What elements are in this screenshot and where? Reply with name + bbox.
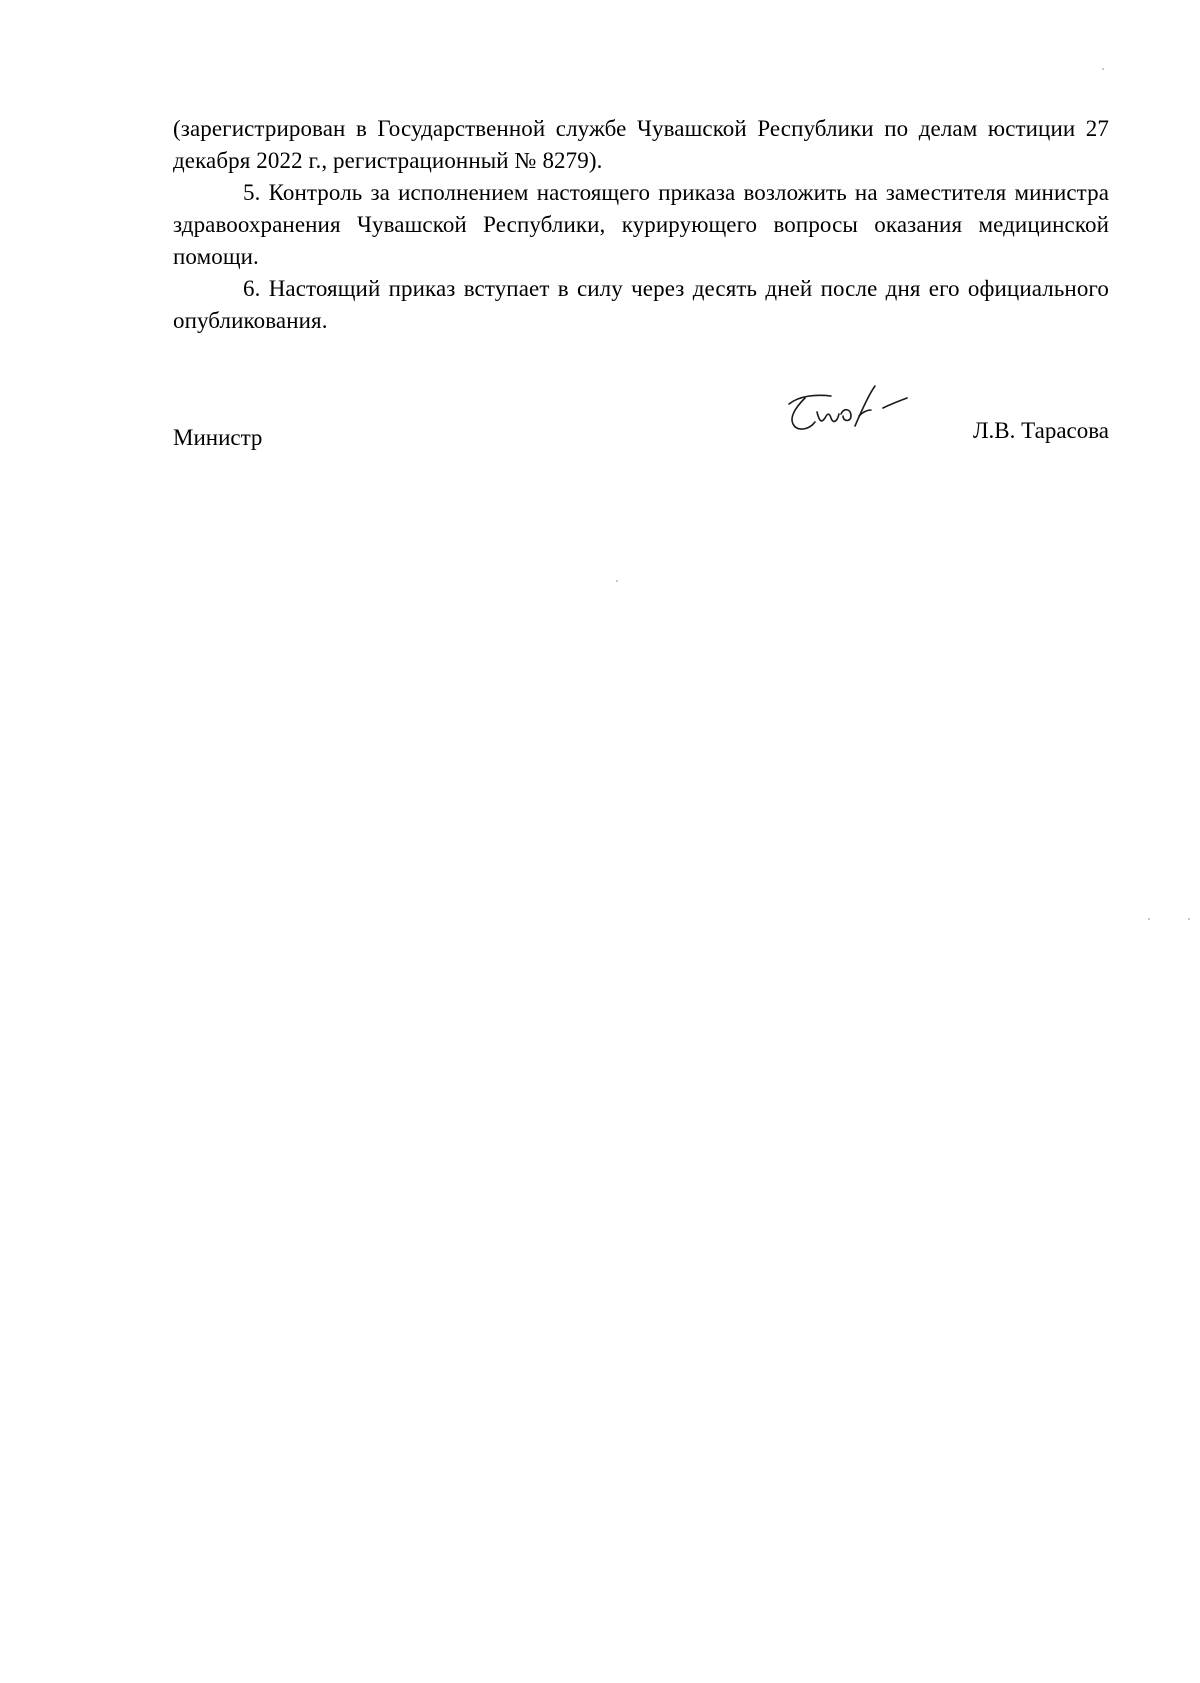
scan-speck [1102, 68, 1104, 70]
scan-speck [1148, 918, 1150, 920]
signatory-title: Министр [173, 425, 263, 450]
signatory-name: Л.В. Тарасова [972, 418, 1109, 443]
scan-speck [1188, 918, 1190, 920]
signature-block [173, 400, 1109, 460]
paragraph-registration-continuation: (зарегистрирован в Государственной службе Чувашской Республики по делам юстиции 27 декабря 2022 г., регистрационный № 8279). [173, 116, 1109, 173]
paragraph-item-6: 6. Настоящий приказ вступает в силу через десять дней после дня его официального опубликования. [173, 276, 1109, 333]
scan-speck [616, 580, 618, 582]
paragraph-item-5: 5. Контроль за исполнением настоящего приказа возложить на заместителя министра здравоохранения Чувашской Республики, курирующего вопросы оказания медицинской помощи. [173, 180, 1109, 269]
handwritten-signature-icon [775, 382, 925, 452]
